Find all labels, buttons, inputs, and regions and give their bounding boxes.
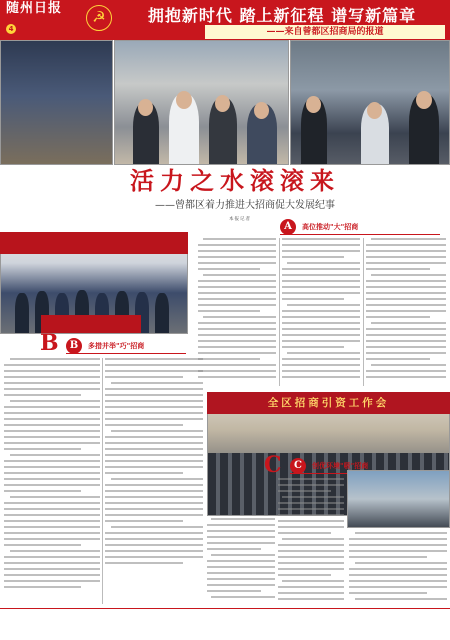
text-column-4 — [4, 358, 100, 604]
photo-night-factory — [0, 40, 113, 165]
paper-name: 随州日报 — [6, 1, 63, 16]
photo-industrial-park — [347, 470, 450, 528]
theme-title: 拥抱新时代 踏上新征程 谱写新篇章 — [147, 6, 417, 25]
masthead-nameplate — [6, 2, 76, 38]
section-a-letter: A — [280, 219, 296, 235]
headline-subtitle: ——曾都区着力推进大招商促大发展纪事 — [155, 200, 335, 211]
photo-inspection-visit — [114, 40, 289, 165]
photo-equipment-tour — [290, 40, 450, 165]
text-column-2 — [282, 238, 360, 386]
text-column-6 — [207, 518, 275, 604]
theme-subtitle: ——来自曾都区招商局的报道 — [205, 25, 445, 39]
text-column-8 — [349, 532, 447, 604]
section-b-heading — [66, 340, 186, 354]
party-emblem-icon: ☭ — [86, 5, 112, 31]
conference-banner: 全区招商引资工作会 — [207, 392, 450, 414]
section-b-title: 多措并举"巧"招商 — [88, 342, 145, 350]
footer-imprint — [0, 608, 450, 640]
text-column-1 — [198, 238, 276, 386]
section-c-title: 创优环境"吸"招商 — [312, 462, 369, 470]
text-column-3 — [366, 238, 446, 386]
column-rule — [279, 238, 280, 386]
column-rule — [102, 358, 103, 604]
byline: 本报记者 — [229, 217, 251, 222]
dropcap-c: C — [264, 452, 282, 478]
text-column-7 — [278, 478, 344, 604]
section-c-letter: C — [290, 458, 306, 474]
section-b-letter: B — [66, 338, 82, 354]
column-rule — [363, 238, 364, 386]
page-number-badge: 4 — [6, 24, 16, 34]
section-a-heading — [280, 221, 440, 235]
text-column-5 — [105, 358, 203, 604]
headline-title: 活力之水滚滚来 — [130, 166, 340, 195]
signing-banner — [0, 232, 188, 254]
dropcap-b: B — [40, 330, 59, 356]
section-a-title: 高位推动"大"招商 — [302, 223, 359, 231]
